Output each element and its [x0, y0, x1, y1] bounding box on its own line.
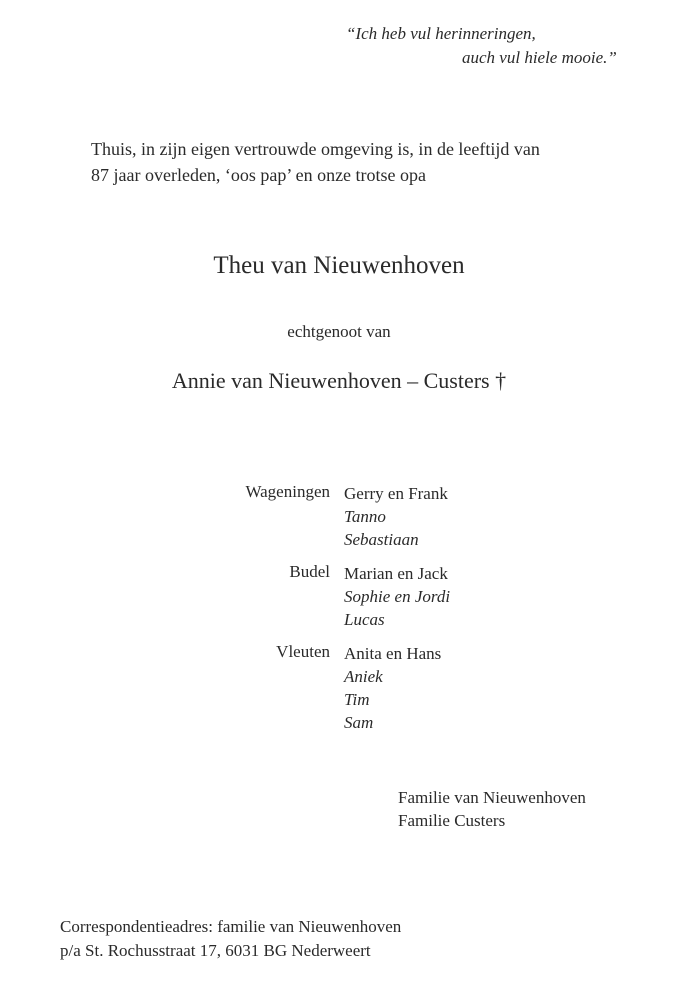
family-parents: Anita en Hans: [344, 644, 442, 663]
family-child: Tanno: [344, 507, 386, 526]
spouse-label: echtgenoot van: [287, 322, 391, 341]
family-parents: Marian en Jack: [344, 564, 448, 583]
intro-line-2: 87 jaar overleden, ‘oos pap’ en onze trotse opa: [91, 165, 427, 185]
family-group-wageningen: [0, 482, 678, 562]
quote-line-2: auch vul hiele mooie.”: [462, 48, 617, 67]
family-members: [344, 482, 448, 551]
correspondence-address: [60, 915, 401, 963]
family-child: Lucas: [344, 610, 385, 629]
family-parents: Gerry en Frank: [344, 484, 448, 503]
family-child: Tim: [344, 690, 370, 709]
family-place: Budel: [289, 562, 330, 581]
family-place: Vleuten: [276, 642, 330, 661]
deceased-name: Theu van Nieuwenhoven: [213, 252, 465, 279]
family-place: Wageningen: [245, 482, 330, 501]
intro-line-1: Thuis, in zijn eigen vertrouwde omgeving is, in de leeftijd van: [91, 139, 540, 159]
announcement-intro: [91, 136, 611, 188]
family-members: [344, 562, 450, 631]
family-child: Aniek: [344, 667, 383, 686]
family-signoff: [398, 786, 586, 832]
address-line-1: Correspondentieadres: familie van Nieuwenhoven: [60, 917, 402, 936]
family-list: [0, 482, 678, 738]
spouse-name: Annie van Nieuwenhoven – Custers †: [171, 368, 507, 393]
family-child: Sam: [344, 713, 374, 732]
address-line-2: p/a St. Rochusstraat 17, 6031 BG Nederweert: [60, 941, 371, 960]
family-child: Sophie en Jordi: [344, 587, 451, 606]
family-group-budel: [0, 562, 678, 642]
quote-line-1: “Ich heb vul herinneringen,: [346, 24, 536, 43]
family-members: [344, 642, 441, 734]
signoff-line: Familie Custers: [398, 811, 506, 830]
signoff-line: Familie van Nieuwenhoven: [398, 788, 586, 807]
epigraph-quote: [340, 22, 640, 70]
family-child: Sebastiaan: [344, 530, 419, 549]
family-group-vleuten: [0, 642, 678, 738]
